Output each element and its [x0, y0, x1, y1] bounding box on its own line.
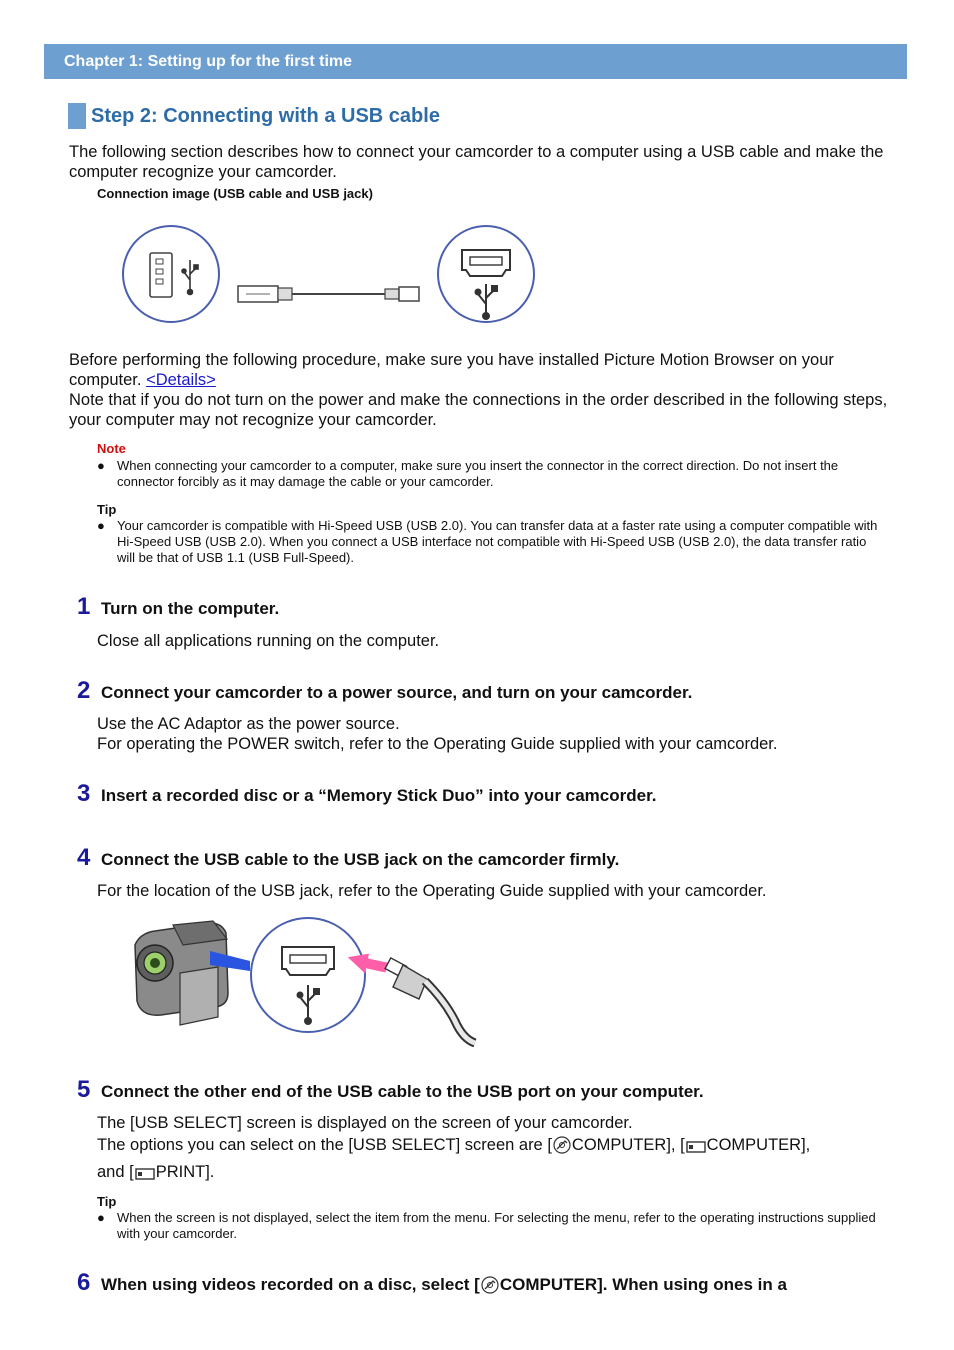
step-heading: Connect your camcorder to a power source, and turn on your camcorder.	[101, 683, 693, 702]
bullet-icon: ●	[97, 518, 105, 533]
options-text: PRINT].	[155, 1163, 215, 1181]
usb-jack-illustration	[438, 226, 534, 322]
bullet-icon: ●	[97, 458, 105, 473]
options-text: and [	[97, 1163, 134, 1181]
step-number: 4	[77, 844, 91, 871]
options-text: The options you can select on the [USB SELECT] screen are [	[97, 1136, 552, 1154]
note-item	[97, 458, 887, 490]
tip-label: Tip	[97, 1194, 117, 1209]
step-number: 5	[77, 1076, 91, 1103]
bullet-icon: ●	[97, 1210, 105, 1225]
step-body: Close all applications running on the computer.	[97, 632, 440, 650]
tip-text: Your camcorder is compatible with Hi-Speed USB (USB 2.0). You can transfer data at a faster rate using a computer compatible with Hi-Speed USB (USB 2.0). When you connect a USB interface not compatible with Hi-Speed USB (USB 2.0), the data transfer ratio will be that of USB 1.1 (USB Full-Speed).	[117, 518, 878, 565]
step-heading-part: When using videos recorded on a disc, select [	[101, 1275, 480, 1294]
memory-stick-icon	[135, 1166, 155, 1186]
step-number: 2	[77, 677, 91, 704]
details-link[interactable]: <Details>	[146, 371, 216, 389]
step-heading-part: COMPUTER]. When using ones in a	[499, 1275, 787, 1294]
before-text: Before performing the following procedure, make sure you have installed Picture Motion Browser on your computer.	[69, 351, 834, 389]
note-label: Note	[97, 441, 126, 456]
disc-icon	[553, 1136, 571, 1159]
step-heading: Insert a recorded disc or a “Memory Stick Duo” into your camcorder.	[101, 786, 657, 805]
usb-select-options	[97, 1135, 897, 1186]
usb-cable-illustration	[238, 286, 419, 302]
section-title	[68, 103, 440, 129]
options-text: COMPUTER],	[706, 1136, 811, 1154]
intro-paragraph: The following section describes how to connect your camcorder to a computer using a USB cable and make the computer recognize your camcorder.	[69, 143, 884, 181]
step-number: 1	[77, 593, 91, 620]
note-text: When connecting your camcorder to a computer, make sure you insert the connector in the correct direction. Do not insert the connector forcibly as it may damage the cable or your camcorder.	[117, 458, 839, 489]
step-body: The [USB SELECT] screen is displayed on the screen of your camcorder.	[97, 1114, 633, 1132]
step-body: Use the AC Adaptor as the power source.	[97, 715, 400, 733]
order-note-text: Note that if you do not turn on the power and make the connections in the order described in the following steps, your computer may not recognize your camcorder.	[69, 391, 888, 429]
step-heading: Connect the other end of the USB cable to the USB port on your computer.	[101, 1082, 704, 1101]
step-body: For operating the POWER switch, refer to the Operating Guide supplied with your camcorder.	[97, 735, 778, 753]
step-body: For the location of the USB jack, refer to the Operating Guide supplied with your camcorder.	[97, 882, 767, 900]
before-paragraph	[69, 350, 889, 430]
disc-icon	[481, 1276, 499, 1299]
usb-jack-closeup	[251, 918, 365, 1032]
memory-stick-icon	[686, 1139, 706, 1159]
usb-connection-figure	[110, 210, 550, 335]
chapter-header-bar: Chapter 1: Setting up for the first time	[44, 44, 907, 79]
tip-text: When the screen is not displayed, select the item from the menu. For selecting the menu, refer to the operating instructions supplied with your camcorder.	[117, 1210, 876, 1241]
camcorder-illustration	[135, 921, 250, 1025]
step-heading	[101, 1275, 787, 1299]
step-number: 6	[77, 1269, 91, 1296]
section-title-text: Step 2: Connecting with a USB cable	[91, 104, 440, 127]
step-heading: Connect the USB cable to the USB jack on the camcorder firmly.	[101, 850, 620, 869]
usb-plug-illustration	[385, 958, 475, 1043]
step-number: 3	[77, 780, 91, 807]
title-marker	[68, 103, 86, 129]
options-text: COMPUTER], [	[571, 1136, 685, 1154]
camcorder-connection-figure	[125, 915, 485, 1050]
tip-item	[97, 1210, 887, 1242]
tip-label: Tip	[97, 502, 117, 517]
step-heading: Turn on the computer.	[101, 599, 280, 618]
figure-caption: Connection image (USB cable and USB jack)	[97, 186, 373, 201]
tip-item	[97, 518, 887, 566]
usb-port-illustration	[123, 226, 219, 322]
